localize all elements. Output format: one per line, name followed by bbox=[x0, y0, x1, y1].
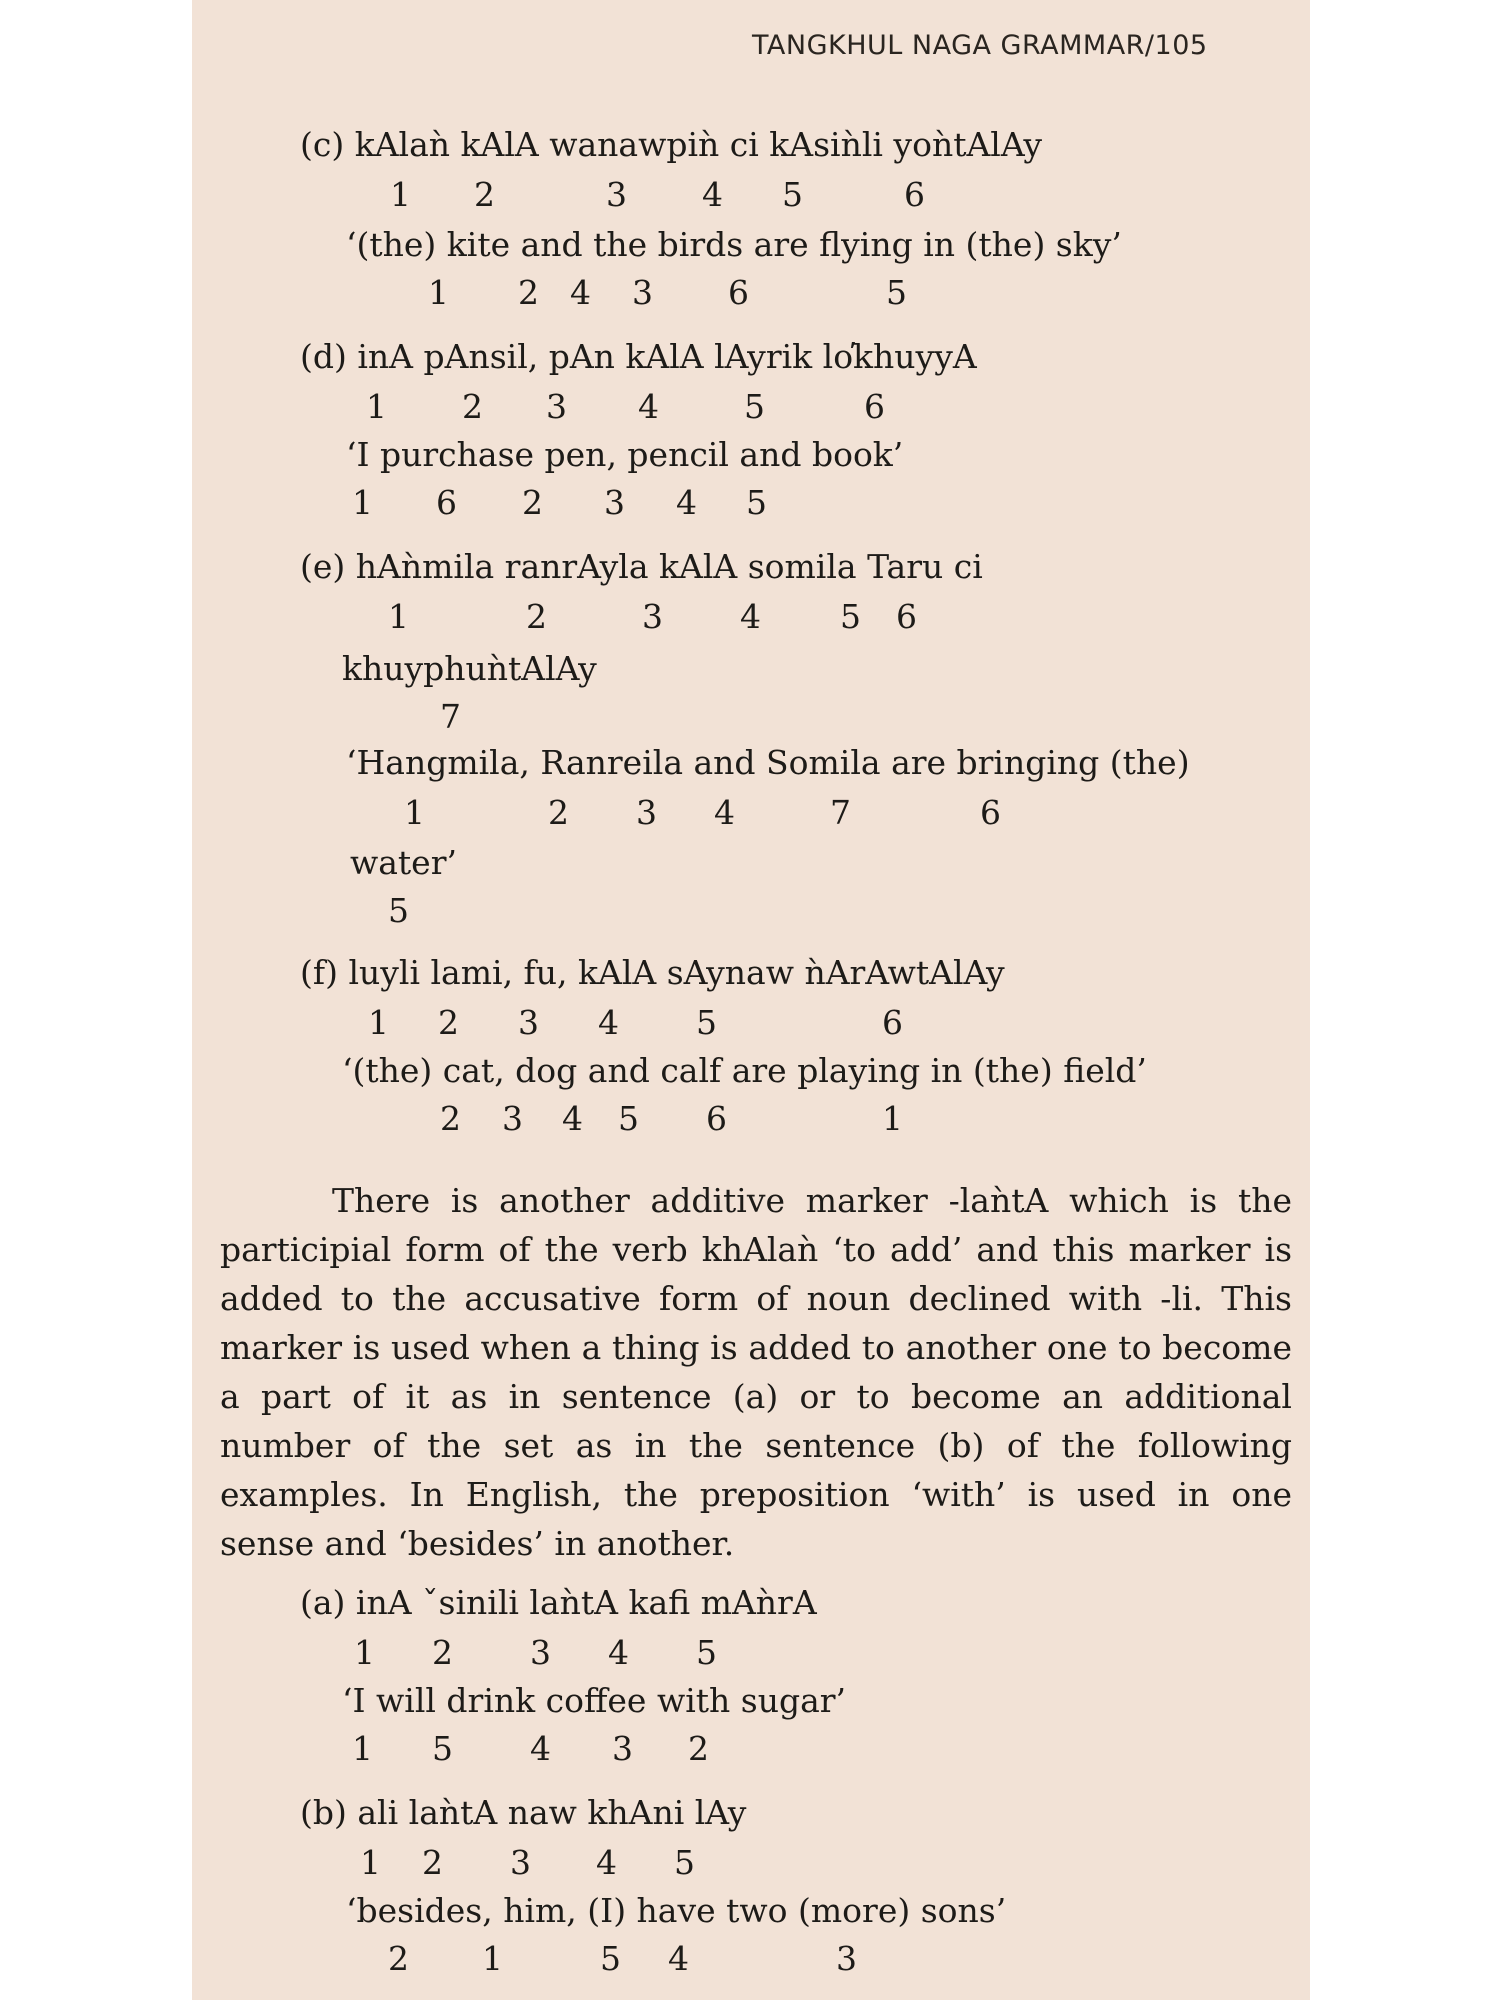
gloss-number: 6 bbox=[436, 483, 457, 522]
gloss-number: 4 bbox=[570, 273, 591, 312]
page-header: TANGKHUL NAGA GRAMMAR/105 bbox=[752, 30, 1208, 61]
word-number: 5 bbox=[840, 597, 861, 636]
gloss-number: 5 bbox=[600, 1939, 621, 1978]
example-a-gloss: ‘I will drink coffee with sugar’ bbox=[342, 1681, 847, 1720]
gloss-number: 7 bbox=[830, 793, 851, 832]
gloss-number: 3 bbox=[636, 793, 657, 832]
word-number: 1 bbox=[390, 175, 411, 214]
gloss-number: 1 bbox=[404, 793, 425, 832]
example-d-line: (d) inA pAnsil, pAn kAlA lAyrik lo̕khuyyA bbox=[300, 337, 977, 376]
example-b-line: (b) ali laǹtA naw khAni lAy bbox=[300, 1793, 747, 1832]
word-number: 1 bbox=[368, 1003, 389, 1042]
example-f-line: (f) luyli lami, fu, kAlA sAynaw ǹArAwtAlAy bbox=[300, 953, 1005, 992]
gloss-number: 3 bbox=[612, 1729, 633, 1768]
gloss-number: 1 bbox=[428, 273, 449, 312]
gloss-number: 1 bbox=[352, 483, 373, 522]
gloss-number: 2 bbox=[440, 1099, 461, 1138]
paragraph-text: There is another additive marker -laǹtA which is the participial form of the verb khAlaǹ ‘to add’ and this marker is added to the accusative form of noun declined with -li. This marker is used when a thing is added to another one to become a part of it as in sentence (a) or to become an additional number of the set as in the sentence (b) of the following examples. In English, the preposition ‘with’ is used in one sense and ‘besides’ in another. bbox=[220, 1181, 1292, 1563]
word-number: 4 bbox=[702, 175, 723, 214]
example-d-gloss: ‘I purchase pen, pencil and book’ bbox=[346, 435, 904, 474]
gloss-number: 6 bbox=[706, 1099, 727, 1138]
word-number: 4 bbox=[608, 1633, 629, 1672]
word-number: 2 bbox=[474, 175, 495, 214]
gloss-number: 2 bbox=[388, 1939, 409, 1978]
word-number: 2 bbox=[526, 597, 547, 636]
word-number: 2 bbox=[462, 387, 483, 426]
word-number: 5 bbox=[696, 1633, 717, 1672]
word-number: 1 bbox=[360, 1843, 381, 1882]
example-a-line: (a) inA ˇsinili laǹtA kafi mAǹrA bbox=[300, 1583, 817, 1622]
word-number: 2 bbox=[438, 1003, 459, 1042]
book-page bbox=[192, 0, 1310, 2000]
gloss-number: 4 bbox=[714, 793, 735, 832]
word-number: 6 bbox=[864, 387, 885, 426]
word-number: 5 bbox=[696, 1003, 717, 1042]
gloss-number: 1 bbox=[882, 1099, 903, 1138]
gloss-number: 2 bbox=[518, 273, 539, 312]
word-number: 1 bbox=[354, 1633, 375, 1672]
gloss-number: 3 bbox=[632, 273, 653, 312]
gloss-number: 5 bbox=[432, 1729, 453, 1768]
example-e-line-continued: khuyphuǹtAlAy bbox=[342, 649, 597, 688]
gloss-number: 2 bbox=[548, 793, 569, 832]
word-number: 1 bbox=[366, 387, 387, 426]
example-c-gloss: ‘(the) kite and the birds are flying in (the) sky’ bbox=[346, 225, 1122, 264]
gloss-number: 4 bbox=[676, 483, 697, 522]
word-number: 4 bbox=[598, 1003, 619, 1042]
word-number: 5 bbox=[782, 175, 803, 214]
gloss-number: 5 bbox=[746, 483, 767, 522]
gloss-number: 3 bbox=[836, 1939, 857, 1978]
word-number: 3 bbox=[530, 1633, 551, 1672]
gloss-number: 4 bbox=[530, 1729, 551, 1768]
example-e-line: (e) hAǹmila ranrAyla kAlA somila Taru ci bbox=[300, 547, 983, 586]
gloss-number: 3 bbox=[604, 483, 625, 522]
word-number: 3 bbox=[518, 1003, 539, 1042]
gloss-number: 5 bbox=[388, 891, 409, 930]
example-b-gloss: ‘besides, him, (I) have two (more) sons’ bbox=[346, 1891, 1007, 1930]
gloss-number: 1 bbox=[352, 1729, 373, 1768]
example-e-gloss-continued: water’ bbox=[350, 843, 457, 882]
gloss-number: 4 bbox=[668, 1939, 689, 1978]
word-number: 1 bbox=[388, 597, 409, 636]
gloss-number: 5 bbox=[886, 273, 907, 312]
word-number: 2 bbox=[432, 1633, 453, 1672]
gloss-number: 2 bbox=[522, 483, 543, 522]
word-number: 5 bbox=[674, 1843, 695, 1882]
example-f-gloss: ‘(the) cat, dog and calf are playing in (the) field’ bbox=[342, 1051, 1147, 1090]
word-number: 3 bbox=[642, 597, 663, 636]
body-paragraph bbox=[220, 1176, 1292, 1568]
gloss-number: 6 bbox=[980, 793, 1001, 832]
word-number: 2 bbox=[422, 1843, 443, 1882]
example-e-gloss: ‘Hangmila, Ranreila and Somila are bringing (the) bbox=[346, 743, 1190, 782]
word-number: 7 bbox=[440, 697, 461, 736]
gloss-number: 4 bbox=[562, 1099, 583, 1138]
gloss-number: 5 bbox=[618, 1099, 639, 1138]
word-number: 6 bbox=[896, 597, 917, 636]
word-number: 4 bbox=[596, 1843, 617, 1882]
word-number: 6 bbox=[904, 175, 925, 214]
word-number: 6 bbox=[882, 1003, 903, 1042]
word-number: 3 bbox=[546, 387, 567, 426]
gloss-number: 3 bbox=[502, 1099, 523, 1138]
word-number: 3 bbox=[606, 175, 627, 214]
example-c-line: (c) kAlaǹ kAlA wanawpiǹ ci kAsiǹli yoǹtAlAy bbox=[300, 125, 1042, 164]
word-number: 4 bbox=[740, 597, 761, 636]
word-number: 3 bbox=[510, 1843, 531, 1882]
gloss-number: 6 bbox=[728, 273, 749, 312]
gloss-number: 2 bbox=[688, 1729, 709, 1768]
word-number: 5 bbox=[744, 387, 765, 426]
gloss-number: 1 bbox=[482, 1939, 503, 1978]
word-number: 4 bbox=[638, 387, 659, 426]
